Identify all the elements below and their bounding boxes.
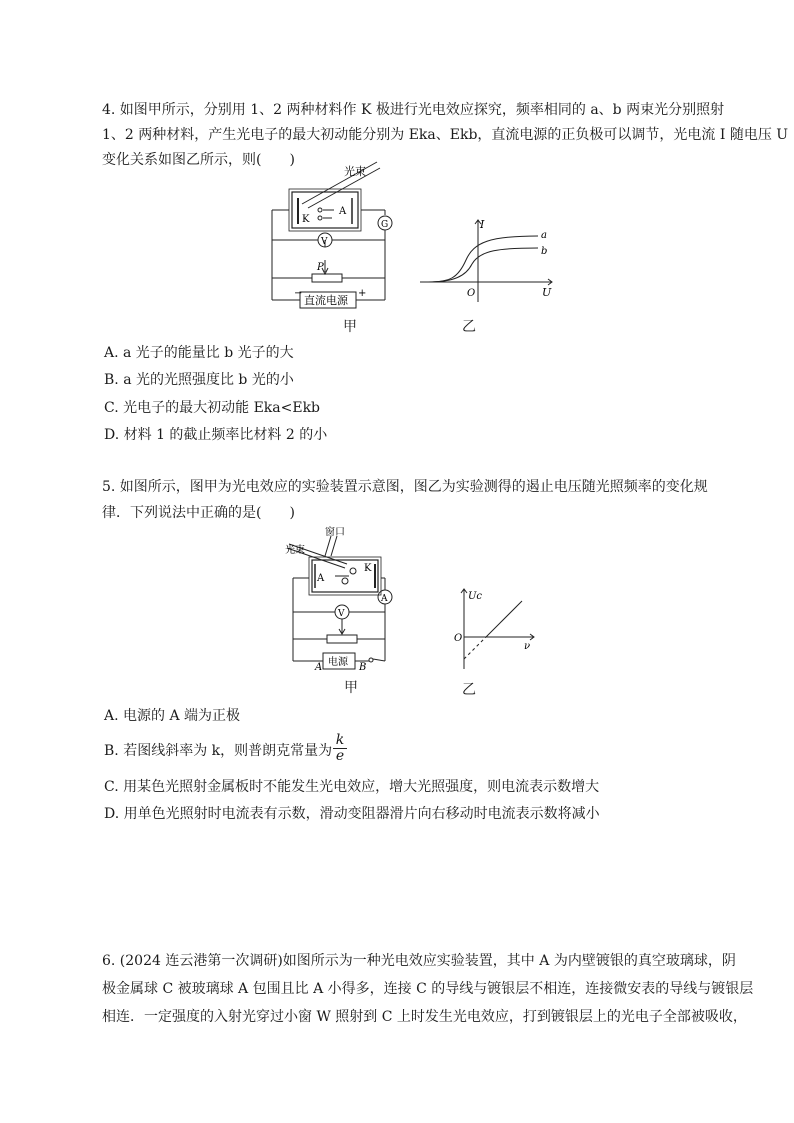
q4-source-label: 直流电源 [304, 294, 348, 307]
q4-g-label: G [381, 220, 389, 230]
q5-circuit-figure [285, 526, 397, 671]
fraction-denominator: e [333, 748, 347, 764]
q5-option-b: B. 若图线斜率为 k，则普朗克常量为 [104, 743, 333, 759]
q6-line-2: 极金属球 C 被玻璃球 A 包围且比 A 小得多，连接 C 的导线与镀银层不相连，连接微安表的导线与镀银层 [102, 981, 754, 997]
q5-origin-label: O [454, 633, 463, 644]
q5-end-b-label: B [359, 662, 367, 671]
q4-i-axis-label: I [480, 218, 485, 231]
q6-line-1: 6. (2024 连云港第一次调研)如图所示为一种光电效应实验装置，其中 A 为内壁镀银的真空玻璃球，阴 [102, 953, 736, 969]
q5-v-label: V [338, 609, 345, 619]
q5-a-label: A [317, 573, 325, 584]
q4-curve-b-label: b [541, 246, 548, 257]
q4-p-label: P [317, 262, 324, 273]
q5-nu-axis-label: ν [524, 641, 531, 652]
q4-circuit-figure [262, 160, 402, 310]
q4-option-b: B. a 光的光照强度比 b 光的小 [104, 372, 294, 388]
q5-k-label: K [364, 563, 372, 574]
q4-option-d: D. 材料 1 的截止频率比材料 2 的小 [104, 427, 328, 443]
q5-line-2: 律．下列说法中正确的是( ) [102, 505, 295, 521]
q4-u-axis-label: U [542, 286, 552, 299]
q4-a-label: A [339, 206, 347, 217]
q4-k-label: K [302, 214, 310, 225]
q4-plus-label: + [358, 288, 367, 299]
q4-line-1: 4. 如图甲所示，分别用 1、2 两种材料作 K 极进行光电效应探究，频率相同的 a、b 两束光分别照射 [102, 102, 725, 118]
q5-end-a-label: A [315, 662, 323, 671]
q4-jia-caption: 甲 [343, 319, 357, 335]
q4-minus-label: − [294, 288, 303, 299]
q4-option-a: A. a 光子的能量比 b 光子的大 [104, 345, 294, 361]
q5-uc-graph [450, 585, 540, 670]
q5-source-label: 电源 [328, 657, 348, 668]
q4-option-c: C. 光电子的最大初动能 Eka<Ekb [104, 400, 321, 416]
q4-curve-a-label: a [541, 230, 547, 241]
q5-ammeter-label: A [381, 594, 388, 604]
q5-option-a: A. 电源的 A 端为正极 [104, 708, 241, 724]
q4-iu-graph [420, 218, 560, 302]
fraction-numerator: k [335, 732, 345, 748]
q4-beam-label: 光束 [344, 165, 366, 178]
q5-option-d: D. 用单色光照射时电流表有示数，滑动变阻器滑片向右移动时电流表示数将减小 [104, 806, 600, 822]
q4-line-3: 变化关系如图乙所示，则( ) [102, 152, 295, 168]
q4-origin-label: O [467, 288, 476, 299]
q5-jia-caption: 甲 [344, 680, 358, 696]
q5-beam-label: 光束 [285, 545, 305, 556]
q5-yi-caption: 乙 [462, 682, 476, 698]
q5-line-1: 5. 如图所示，图甲为光电效应的实验装置示意图，图乙为实验测得的遏止电压随光照频率的变化规 [102, 479, 708, 495]
q5-window-label: 窗口 [325, 527, 345, 538]
q6-line-3: 相连．一定强度的入射光穿过小窗 W 照射到 C 上时发生光电效应，打到镀银层上的光电子全部被吸收， [102, 1009, 747, 1025]
q5-uc-axis-label: Uc [468, 591, 483, 602]
q4-line-2: 1、2 两种材料，产生光电子的最大初动能分别为 Eka、Ekb，直流电源的正负极可以调节，光电流 I 随电压 U [102, 127, 789, 143]
q4-yi-caption: 乙 [462, 319, 476, 335]
planck-fraction [333, 733, 347, 764]
q4-v-label: V [321, 237, 328, 247]
q5-option-c: C. 用某色光照射金属板时不能发生光电效应，增大光照强度，则电流表示数增大 [104, 779, 600, 795]
